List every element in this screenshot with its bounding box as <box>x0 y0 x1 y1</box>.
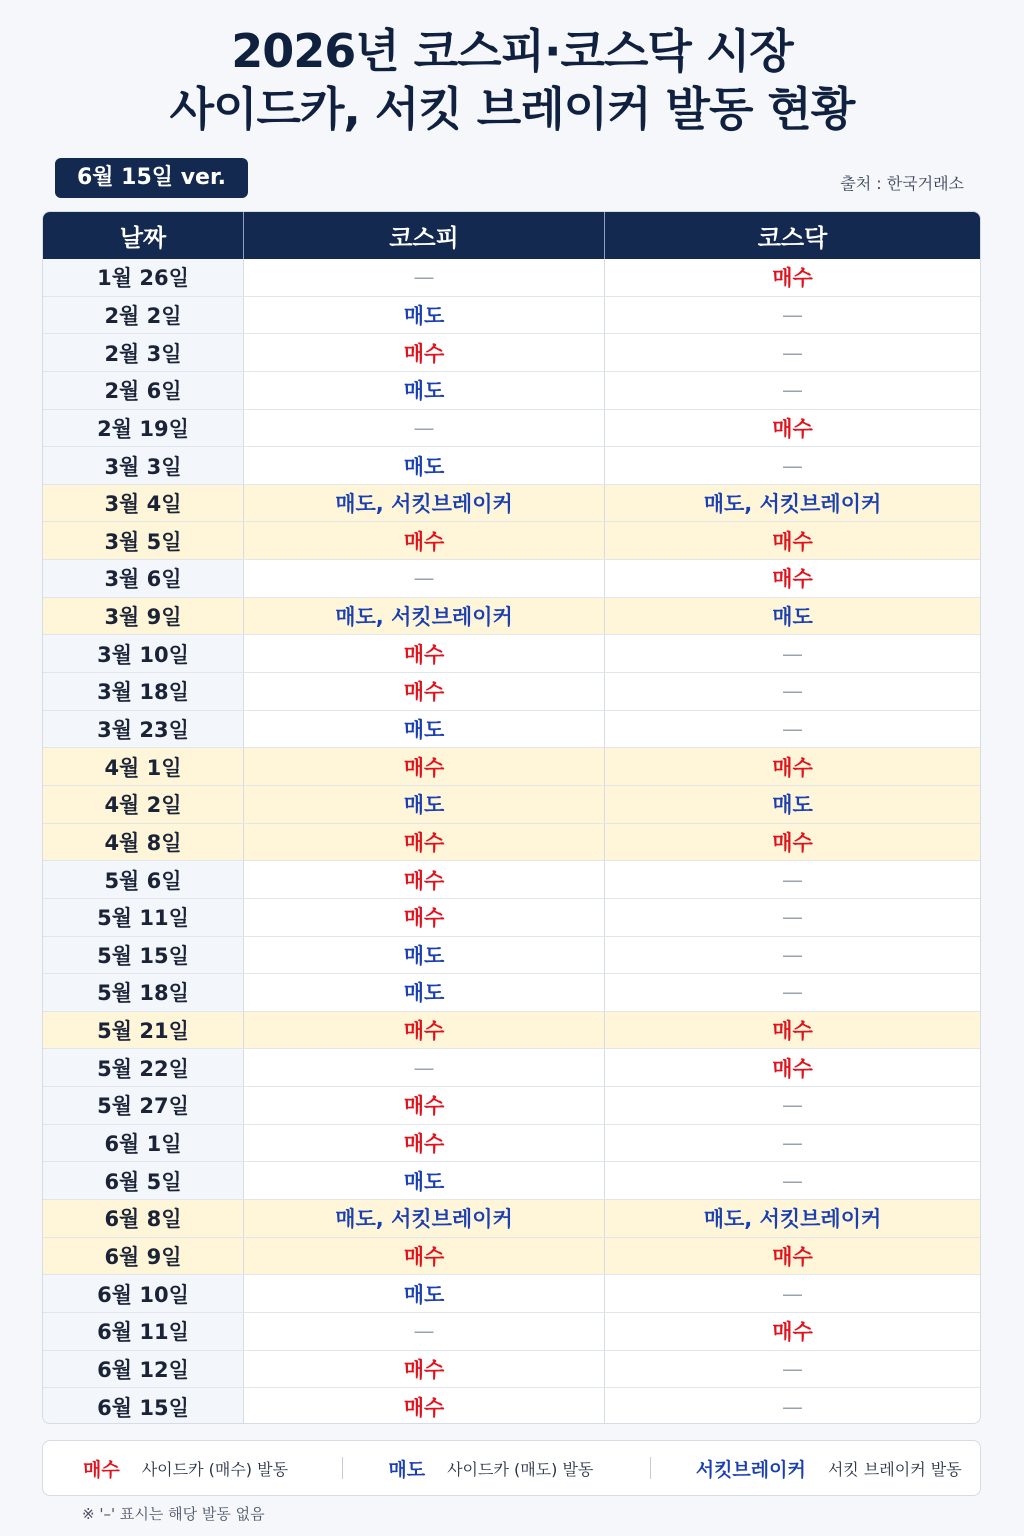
cell-kosdaq: — <box>782 867 803 892</box>
legend-key: 매수 <box>83 1458 120 1481</box>
cell-kosdaq: 매수 <box>772 1019 813 1044</box>
table-row <box>43 1124 980 1162</box>
table-row <box>43 1274 980 1312</box>
cell-date: 3월 4일 <box>43 485 244 522</box>
legend-item <box>343 1441 649 1495</box>
cell-date: 3월 3일 <box>43 447 244 484</box>
cell-kosdaq: 매수 <box>772 1056 813 1081</box>
cell-kospi: 매수 <box>244 861 605 898</box>
table-body <box>43 259 980 1424</box>
cell-kospi: 매수 <box>244 334 605 371</box>
table-row <box>43 973 980 1011</box>
cell-date: 6월 15일 <box>43 1388 244 1424</box>
table-row <box>43 1086 980 1124</box>
table-row <box>43 259 980 296</box>
cell-kospi: 매수 <box>244 899 605 936</box>
cell-kosdaq: — <box>782 641 803 666</box>
cell-kosdaq: — <box>782 717 803 741</box>
cell-kosdaq: 매수 <box>772 567 813 592</box>
cell-kospi: — <box>244 259 605 296</box>
cell-kospi: 매도 <box>244 1162 605 1199</box>
cell-date: 6월 8일 <box>43 1200 244 1237</box>
legend-key: 서킷브레이커 <box>695 1458 806 1481</box>
cell-kosdaq: — <box>782 1093 803 1118</box>
cell-date: 6월 9일 <box>43 1238 244 1275</box>
cell-date: 6월 12일 <box>43 1351 244 1388</box>
cell-date: 5월 22일 <box>43 1049 244 1086</box>
table-row <box>43 634 980 672</box>
source-label: 출처 : 한국거래소 <box>840 174 964 193</box>
cell-kospi: 매수 <box>244 1087 605 1124</box>
cell-date: 6월 5일 <box>43 1162 244 1199</box>
cell-date: 5월 15일 <box>43 937 244 974</box>
column-header-date: 날짜 <box>43 212 244 259</box>
cell-date: 2월 2일 <box>43 297 244 334</box>
legend-item <box>43 1441 342 1495</box>
cell-kosdaq: — <box>782 1131 803 1156</box>
cell-date: 3월 9일 <box>43 598 244 635</box>
table-row <box>43 597 980 635</box>
cell-kospi: 매도 <box>244 937 605 974</box>
cell-date: 5월 6일 <box>43 861 244 898</box>
cell-date: 5월 18일 <box>43 974 244 1011</box>
cell-kospi: 매수 <box>244 1012 605 1049</box>
cell-date: 4월 2일 <box>43 786 244 823</box>
cell-date: 3월 23일 <box>43 711 244 748</box>
table-row <box>43 747 980 785</box>
cell-date: 2월 19일 <box>43 410 244 447</box>
table-row <box>43 521 980 559</box>
cell-kospi: 매도, 서킷브레이커 <box>244 1200 605 1237</box>
table-row <box>43 898 980 936</box>
cell-kosdaq: — <box>782 1281 803 1306</box>
cell-kospi: 매수 <box>244 635 605 672</box>
cell-date: 3월 10일 <box>43 635 244 672</box>
table-row <box>43 860 980 898</box>
legend-description: 사이드카 (매도) 발동 <box>447 1459 594 1479</box>
cell-kosdaq: 매수 <box>772 1320 813 1345</box>
table-row <box>43 710 980 748</box>
cell-kosdaq: — <box>782 1168 803 1193</box>
table-row <box>43 1011 980 1049</box>
cell-kospi: 매수 <box>244 522 605 559</box>
table-row <box>43 446 980 484</box>
legend <box>42 1440 981 1496</box>
cell-date: 4월 8일 <box>43 824 244 861</box>
legend-description: 서킷 브레이커 발동 <box>827 1459 962 1479</box>
column-header-kospi: 코스피 <box>244 212 605 259</box>
table-header <box>43 212 980 259</box>
cell-kosdaq: — <box>782 980 803 1005</box>
table-row <box>43 559 980 597</box>
cell-kospi: — <box>244 560 605 597</box>
table-row <box>43 1199 980 1237</box>
cell-kosdaq: 매수 <box>772 266 813 291</box>
cell-date: 6월 1일 <box>43 1125 244 1162</box>
cell-kospi: 매수 <box>244 748 605 785</box>
title-line-2: 사이드카, 서킷 브레이커 발동 현황 <box>169 82 855 136</box>
cell-date: 4월 1일 <box>43 748 244 785</box>
cell-kosdaq: — <box>782 340 803 365</box>
cell-kosdaq: — <box>782 905 803 930</box>
table-row <box>43 1161 980 1199</box>
cell-kospi: — <box>244 1049 605 1086</box>
cell-kospi: 매도, 서킷브레이커 <box>244 485 605 522</box>
cell-date: 5월 21일 <box>43 1012 244 1049</box>
cell-kospi: 매도 <box>244 447 605 484</box>
table-row <box>43 409 980 447</box>
table-row <box>43 1048 980 1086</box>
cell-kosdaq: — <box>782 942 803 967</box>
cell-kospi: 매수 <box>244 1238 605 1275</box>
cell-kospi: — <box>244 1313 605 1350</box>
cell-kosdaq: 매도 <box>772 605 813 630</box>
table-row <box>43 333 980 371</box>
cell-kospi: 매도, 서킷브레이커 <box>244 598 605 635</box>
cell-kospi: 매도 <box>244 297 605 334</box>
cell-date: 2월 6일 <box>43 372 244 409</box>
cell-kospi: 매도 <box>244 974 605 1011</box>
cell-date: 2월 3일 <box>43 334 244 371</box>
cell-kosdaq: 매도 <box>772 793 813 818</box>
cell-date: 5월 27일 <box>43 1087 244 1124</box>
title-line-1: 2026년 코스피·코스닥 시장 <box>231 24 793 78</box>
cell-date: 6월 11일 <box>43 1313 244 1350</box>
table-row <box>43 1387 980 1424</box>
cell-kosdaq: 매수 <box>772 416 813 441</box>
legend-item <box>651 1441 980 1495</box>
cell-kosdaq: 매수 <box>772 755 813 780</box>
table-row <box>43 823 980 861</box>
cell-date: 3월 18일 <box>43 673 244 710</box>
cell-kosdaq: 매수 <box>772 529 813 554</box>
cell-date: 5월 11일 <box>43 899 244 936</box>
cell-date: 3월 6일 <box>43 560 244 597</box>
table-row <box>43 484 980 522</box>
cell-kosdaq: — <box>782 302 803 327</box>
column-header-kosdaq: 코스닥 <box>757 224 828 252</box>
cell-kosdaq: — <box>782 453 803 478</box>
cell-kosdaq: — <box>782 679 803 704</box>
page-title <box>0 22 1024 138</box>
cell-kospi: — <box>244 410 605 447</box>
cell-kospi: 매수 <box>244 1351 605 1388</box>
table-row <box>43 1312 980 1350</box>
cell-kospi: 매수 <box>244 824 605 861</box>
cell-kosdaq: — <box>782 1356 803 1381</box>
cell-kospi: 매수 <box>244 673 605 710</box>
table-row <box>43 371 980 409</box>
table-row <box>43 1237 980 1275</box>
cell-kosdaq: 매수 <box>772 830 813 855</box>
cell-kospi: 매도 <box>244 711 605 748</box>
cell-kosdaq: — <box>782 378 803 403</box>
trigger-table <box>42 211 981 1424</box>
table-row <box>43 785 980 823</box>
version-badge: 6월 15일 ver. <box>55 158 248 198</box>
table-row <box>43 672 980 710</box>
cell-kosdaq: — <box>782 1394 803 1419</box>
cell-kospi: 매도 <box>244 786 605 823</box>
cell-date: 1월 26일 <box>43 259 244 296</box>
legend-description: 사이드카 (매수) 발동 <box>141 1459 289 1479</box>
legend-key: 매도 <box>388 1458 426 1481</box>
footnote: ※ '–' 표시는 해당 발동 없음 <box>82 1505 265 1523</box>
cell-date: 6월 10일 <box>43 1275 244 1312</box>
cell-kosdaq: 매도, 서킷브레이커 <box>703 492 882 517</box>
cell-kospi: 매수 <box>244 1125 605 1162</box>
table-row <box>43 936 980 974</box>
table-row <box>43 296 980 334</box>
table-row <box>43 1350 980 1388</box>
cell-kospi: 매수 <box>244 1388 605 1424</box>
cell-kosdaq: 매수 <box>772 1244 813 1269</box>
cell-kospi: 매도 <box>244 372 605 409</box>
cell-date: 3월 5일 <box>43 522 244 559</box>
cell-kosdaq: 매도, 서킷브레이커 <box>703 1207 882 1232</box>
cell-kospi: 매도 <box>244 1275 605 1312</box>
